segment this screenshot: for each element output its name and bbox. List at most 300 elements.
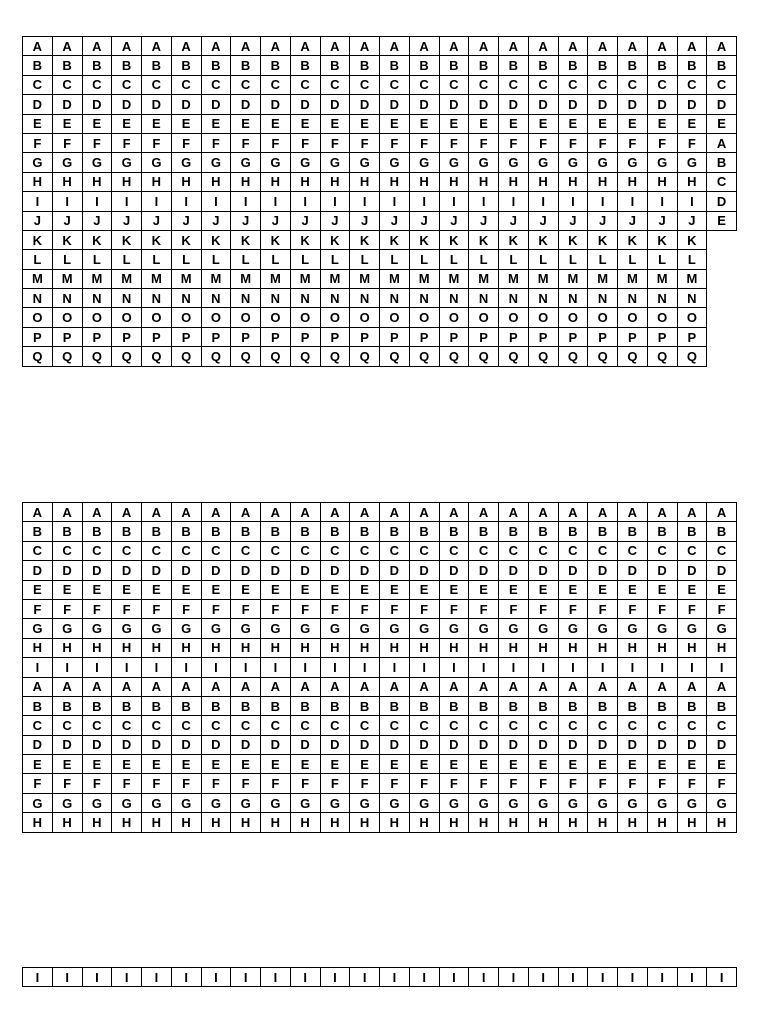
grid-cell: E bbox=[261, 580, 291, 599]
grid-cell: C bbox=[588, 75, 618, 94]
grid-cell: A bbox=[23, 677, 53, 696]
grid-cell: Q bbox=[558, 347, 588, 366]
grid-cell: G bbox=[112, 153, 142, 172]
grid-cell: Q bbox=[261, 347, 291, 366]
grid-cell: I bbox=[171, 968, 201, 987]
grid-cell: C bbox=[290, 541, 320, 560]
grid-cell: B bbox=[707, 696, 737, 715]
grid-cell: I bbox=[469, 968, 499, 987]
grid-cell: I bbox=[320, 192, 350, 211]
letter-grid-middle bbox=[22, 502, 737, 833]
grid-cell: D bbox=[52, 95, 82, 114]
grid-cell: B bbox=[82, 56, 112, 75]
grid-cell: N bbox=[261, 289, 291, 308]
grid-cell: F bbox=[707, 599, 737, 618]
grid-cell: C bbox=[231, 541, 261, 560]
grid-cell: F bbox=[142, 133, 172, 152]
grid-cell: C bbox=[647, 541, 677, 560]
grid-cell: M bbox=[23, 269, 53, 288]
grid-cell: E bbox=[82, 114, 112, 133]
grid-cell: H bbox=[201, 172, 231, 191]
grid-cell: A bbox=[707, 503, 737, 522]
grid-cell: I bbox=[469, 192, 499, 211]
grid-cell: I bbox=[23, 192, 53, 211]
grid-cell: I bbox=[558, 968, 588, 987]
grid-cell: C bbox=[528, 716, 558, 735]
grid-cell: E bbox=[469, 580, 499, 599]
grid-cell: J bbox=[350, 211, 380, 230]
grid-cell: I bbox=[499, 192, 529, 211]
grid-cell: F bbox=[558, 133, 588, 152]
grid-cell: C bbox=[439, 75, 469, 94]
grid-cell: E bbox=[52, 755, 82, 774]
grid-cell: A bbox=[112, 503, 142, 522]
grid-cell: H bbox=[52, 172, 82, 191]
grid-cell: I bbox=[499, 968, 529, 987]
grid-cell: D bbox=[707, 192, 737, 211]
grid-cell: A bbox=[142, 37, 172, 56]
grid-cell: I bbox=[618, 192, 648, 211]
grid-cell: O bbox=[618, 308, 648, 327]
grid-cell: C bbox=[409, 75, 439, 94]
grid-cell: B bbox=[201, 522, 231, 541]
grid-cell: F bbox=[112, 599, 142, 618]
grid-cell: F bbox=[647, 599, 677, 618]
grid-cell: F bbox=[52, 599, 82, 618]
grid-cell: B bbox=[142, 696, 172, 715]
grid-cell: E bbox=[647, 755, 677, 774]
grid-cell: P bbox=[499, 327, 529, 346]
grid-cell: G bbox=[618, 793, 648, 812]
grid-cell: N bbox=[528, 289, 558, 308]
grid-cell: D bbox=[320, 95, 350, 114]
grid-cell: D bbox=[82, 735, 112, 754]
grid-cell: M bbox=[528, 269, 558, 288]
grid-row bbox=[23, 599, 737, 618]
grid-cell: B bbox=[350, 696, 380, 715]
grid-cell: A bbox=[469, 37, 499, 56]
grid-cell: F bbox=[290, 599, 320, 618]
grid-cell: C bbox=[320, 541, 350, 560]
grid-cell: J bbox=[201, 211, 231, 230]
grid-cell: L bbox=[23, 250, 53, 269]
grid-cell: C bbox=[320, 75, 350, 94]
grid-cell: H bbox=[171, 813, 201, 832]
grid-cell: K bbox=[201, 230, 231, 249]
grid-cell: N bbox=[320, 289, 350, 308]
grid-cell: A bbox=[528, 677, 558, 696]
grid-cell: G bbox=[380, 153, 410, 172]
grid-cell: E bbox=[439, 114, 469, 133]
grid-cell: A bbox=[677, 677, 707, 696]
grid-cell: A bbox=[320, 37, 350, 56]
grid-cell-empty bbox=[707, 347, 737, 366]
grid-cell: F bbox=[23, 133, 53, 152]
grid-cell: J bbox=[142, 211, 172, 230]
grid-cell: G bbox=[350, 619, 380, 638]
grid-cell: H bbox=[290, 813, 320, 832]
grid-cell: A bbox=[142, 503, 172, 522]
grid-cell: I bbox=[52, 658, 82, 677]
grid-cell: B bbox=[677, 56, 707, 75]
grid-cell: G bbox=[23, 793, 53, 812]
grid-cell: H bbox=[707, 813, 737, 832]
grid-cell: K bbox=[499, 230, 529, 249]
grid-cell: I bbox=[261, 192, 291, 211]
grid-cell: C bbox=[171, 541, 201, 560]
grid-cell: G bbox=[261, 793, 291, 812]
grid-cell: H bbox=[112, 813, 142, 832]
grid-cell: I bbox=[231, 658, 261, 677]
grid-cell: L bbox=[439, 250, 469, 269]
grid-cell: J bbox=[558, 211, 588, 230]
grid-cell: C bbox=[469, 75, 499, 94]
grid-cell: M bbox=[588, 269, 618, 288]
grid-cell: H bbox=[618, 172, 648, 191]
grid-cell: O bbox=[677, 308, 707, 327]
grid-cell: F bbox=[558, 774, 588, 793]
grid-cell: A bbox=[409, 37, 439, 56]
grid-cell: O bbox=[290, 308, 320, 327]
grid-cell: I bbox=[112, 192, 142, 211]
grid-cell: F bbox=[231, 774, 261, 793]
grid-cell: B bbox=[112, 56, 142, 75]
grid-cell: B bbox=[647, 56, 677, 75]
grid-cell: J bbox=[112, 211, 142, 230]
grid-cell: I bbox=[112, 968, 142, 987]
grid-cell: D bbox=[647, 735, 677, 754]
grid-cell: D bbox=[231, 561, 261, 580]
grid-cell: N bbox=[439, 289, 469, 308]
grid-cell: E bbox=[588, 580, 618, 599]
grid-cell: F bbox=[647, 774, 677, 793]
grid-cell: C bbox=[647, 75, 677, 94]
grid-cell: B bbox=[469, 696, 499, 715]
grid-cell: G bbox=[647, 793, 677, 812]
grid-cell: D bbox=[439, 95, 469, 114]
grid-cell: G bbox=[52, 153, 82, 172]
grid-cell: C bbox=[439, 716, 469, 735]
grid-cell: P bbox=[558, 327, 588, 346]
grid-cell: P bbox=[380, 327, 410, 346]
grid-cell: E bbox=[558, 580, 588, 599]
grid-cell: H bbox=[499, 813, 529, 832]
grid-cell: M bbox=[409, 269, 439, 288]
grid-cell: B bbox=[320, 696, 350, 715]
grid-cell: J bbox=[171, 211, 201, 230]
grid-cell: A bbox=[82, 503, 112, 522]
grid-cell: P bbox=[439, 327, 469, 346]
grid-cell: E bbox=[23, 114, 53, 133]
grid-cell: F bbox=[677, 774, 707, 793]
grid-cell: P bbox=[261, 327, 291, 346]
grid-cell: C bbox=[23, 716, 53, 735]
grid-row bbox=[23, 755, 737, 774]
grid-cell: F bbox=[469, 599, 499, 618]
grid-cell: I bbox=[439, 192, 469, 211]
grid-cell: I bbox=[439, 658, 469, 677]
grid-cell: N bbox=[409, 289, 439, 308]
grid-cell: D bbox=[588, 95, 618, 114]
grid-cell: C bbox=[409, 716, 439, 735]
grid-cell: B bbox=[231, 56, 261, 75]
grid-cell: B bbox=[290, 522, 320, 541]
grid-cell: I bbox=[350, 968, 380, 987]
grid-cell: H bbox=[707, 638, 737, 657]
grid-cell: C bbox=[528, 541, 558, 560]
grid-cell: C bbox=[82, 75, 112, 94]
grid-cell: E bbox=[380, 114, 410, 133]
grid-cell: B bbox=[588, 696, 618, 715]
grid-cell: F bbox=[380, 774, 410, 793]
grid-cell: M bbox=[499, 269, 529, 288]
grid-cell: G bbox=[350, 793, 380, 812]
grid-cell: J bbox=[23, 211, 53, 230]
grid-cell: E bbox=[499, 755, 529, 774]
grid-cell: M bbox=[171, 269, 201, 288]
grid-cell: O bbox=[350, 308, 380, 327]
grid-cell: A bbox=[201, 677, 231, 696]
grid-cell: G bbox=[231, 619, 261, 638]
grid-cell: H bbox=[231, 172, 261, 191]
grid-cell: C bbox=[261, 716, 291, 735]
grid-cell: A bbox=[588, 503, 618, 522]
grid-cell: G bbox=[350, 153, 380, 172]
grid-cell: B bbox=[380, 696, 410, 715]
grid-cell: M bbox=[380, 269, 410, 288]
grid-cell: B bbox=[558, 56, 588, 75]
grid-cell: A bbox=[707, 133, 737, 152]
grid-cell: L bbox=[350, 250, 380, 269]
grid-cell: G bbox=[647, 153, 677, 172]
grid-cell: G bbox=[677, 793, 707, 812]
grid-cell: J bbox=[261, 211, 291, 230]
grid-cell: H bbox=[409, 172, 439, 191]
grid-cell: M bbox=[647, 269, 677, 288]
grid-cell: F bbox=[409, 774, 439, 793]
grid-cell: H bbox=[499, 172, 529, 191]
grid-cell-empty bbox=[707, 250, 737, 269]
grid-cell: A bbox=[261, 503, 291, 522]
grid-cell: E bbox=[707, 211, 737, 230]
grid-cell: E bbox=[112, 755, 142, 774]
grid-cell: G bbox=[647, 619, 677, 638]
grid-cell: F bbox=[82, 774, 112, 793]
grid-cell: H bbox=[112, 172, 142, 191]
grid-cell: Q bbox=[350, 347, 380, 366]
grid-cell: N bbox=[618, 289, 648, 308]
grid-row bbox=[23, 211, 737, 230]
grid-cell: G bbox=[261, 153, 291, 172]
grid-cell: K bbox=[231, 230, 261, 249]
grid-cell: D bbox=[409, 735, 439, 754]
grid-cell: H bbox=[350, 813, 380, 832]
grid-cell-empty bbox=[707, 289, 737, 308]
grid-cell: I bbox=[588, 968, 618, 987]
grid-cell: D bbox=[499, 561, 529, 580]
grid-cell: E bbox=[52, 114, 82, 133]
grid-cell: C bbox=[499, 75, 529, 94]
grid-cell: G bbox=[142, 619, 172, 638]
grid-cell: O bbox=[588, 308, 618, 327]
grid-cell: F bbox=[558, 599, 588, 618]
grid-cell: F bbox=[171, 774, 201, 793]
grid-row bbox=[23, 813, 737, 832]
grid-cell: G bbox=[142, 153, 172, 172]
grid-cell: K bbox=[380, 230, 410, 249]
grid-cell: C bbox=[618, 541, 648, 560]
grid-cell: H bbox=[320, 813, 350, 832]
grid-cell: G bbox=[469, 619, 499, 638]
grid-cell: F bbox=[528, 774, 558, 793]
grid-cell: M bbox=[261, 269, 291, 288]
grid-cell: I bbox=[677, 968, 707, 987]
grid-cell: B bbox=[528, 696, 558, 715]
grid-cell: H bbox=[588, 172, 618, 191]
grid-cell: B bbox=[171, 56, 201, 75]
grid-cell: Q bbox=[588, 347, 618, 366]
grid-cell: G bbox=[320, 153, 350, 172]
grid-cell: B bbox=[528, 522, 558, 541]
grid-cell: A bbox=[558, 677, 588, 696]
grid-cell: I bbox=[112, 658, 142, 677]
grid-cell: K bbox=[469, 230, 499, 249]
grid-cell: G bbox=[469, 793, 499, 812]
grid-cell: K bbox=[112, 230, 142, 249]
grid-cell: O bbox=[558, 308, 588, 327]
grid-cell: F bbox=[82, 133, 112, 152]
grid-cell: G bbox=[201, 619, 231, 638]
grid-cell: H bbox=[290, 638, 320, 657]
grid-cell: B bbox=[350, 522, 380, 541]
grid-cell: G bbox=[558, 619, 588, 638]
grid-cell: G bbox=[439, 619, 469, 638]
grid-cell: C bbox=[350, 75, 380, 94]
grid-cell: H bbox=[647, 813, 677, 832]
grid-cell: G bbox=[380, 619, 410, 638]
grid-cell: D bbox=[261, 735, 291, 754]
grid-cell: Q bbox=[439, 347, 469, 366]
grid-cell: A bbox=[350, 503, 380, 522]
grid-row bbox=[23, 347, 737, 366]
grid-row bbox=[23, 250, 737, 269]
grid-cell: B bbox=[231, 522, 261, 541]
grid-cell: K bbox=[52, 230, 82, 249]
grid-cell: I bbox=[677, 658, 707, 677]
grid-cell: H bbox=[320, 172, 350, 191]
grid-cell: I bbox=[201, 968, 231, 987]
grid-cell: C bbox=[201, 716, 231, 735]
grid-cell: H bbox=[261, 813, 291, 832]
grid-cell: F bbox=[409, 599, 439, 618]
grid-cell: A bbox=[290, 503, 320, 522]
grid-cell: G bbox=[677, 153, 707, 172]
grid-cell: G bbox=[201, 153, 231, 172]
grid-cell: B bbox=[558, 696, 588, 715]
grid-cell: C bbox=[261, 75, 291, 94]
grid-cell: C bbox=[112, 716, 142, 735]
grid-cell: B bbox=[201, 696, 231, 715]
grid-cell: H bbox=[320, 638, 350, 657]
grid-cell: H bbox=[261, 638, 291, 657]
grid-cell: H bbox=[82, 172, 112, 191]
grid-cell: B bbox=[112, 522, 142, 541]
grid-cell: A bbox=[677, 37, 707, 56]
grid-cell: G bbox=[52, 793, 82, 812]
grid-cell: I bbox=[23, 658, 53, 677]
grid-cell: I bbox=[82, 192, 112, 211]
grid-cell: D bbox=[707, 95, 737, 114]
grid-cell: I bbox=[647, 192, 677, 211]
grid-cell: D bbox=[290, 95, 320, 114]
grid-cell: N bbox=[142, 289, 172, 308]
grid-cell: J bbox=[499, 211, 529, 230]
grid-cell: H bbox=[23, 638, 53, 657]
grid-cell: E bbox=[647, 114, 677, 133]
grid-cell: L bbox=[528, 250, 558, 269]
grid-cell: C bbox=[142, 75, 172, 94]
grid-cell: I bbox=[350, 192, 380, 211]
grid-cell: A bbox=[707, 37, 737, 56]
grid-cell: E bbox=[380, 580, 410, 599]
grid-row bbox=[23, 153, 737, 172]
grid-cell: H bbox=[677, 813, 707, 832]
grid-row bbox=[23, 133, 737, 152]
grid-cell: C bbox=[52, 716, 82, 735]
grid-cell: E bbox=[707, 755, 737, 774]
grid-cell: F bbox=[350, 774, 380, 793]
grid-cell: A bbox=[439, 503, 469, 522]
grid-cell: B bbox=[171, 522, 201, 541]
grid-cell: O bbox=[142, 308, 172, 327]
grid-cell: E bbox=[261, 114, 291, 133]
grid-cell: H bbox=[171, 172, 201, 191]
grid-cell: F bbox=[499, 133, 529, 152]
grid-cell: F bbox=[707, 774, 737, 793]
grid-cell: G bbox=[528, 153, 558, 172]
grid-cell: I bbox=[142, 192, 172, 211]
grid-cell: A bbox=[261, 677, 291, 696]
grid-cell: B bbox=[499, 56, 529, 75]
grid-cell: K bbox=[261, 230, 291, 249]
grid-cell: Q bbox=[618, 347, 648, 366]
grid-cell: G bbox=[499, 153, 529, 172]
grid-cell: P bbox=[52, 327, 82, 346]
grid-cell: A bbox=[677, 503, 707, 522]
grid-cell: E bbox=[112, 114, 142, 133]
grid-cell: E bbox=[409, 580, 439, 599]
grid-cell: G bbox=[290, 153, 320, 172]
grid-cell: L bbox=[52, 250, 82, 269]
grid-cell: C bbox=[707, 541, 737, 560]
grid-cell: E bbox=[558, 755, 588, 774]
grid-cell: I bbox=[52, 968, 82, 987]
grid-cell: H bbox=[201, 813, 231, 832]
grid-cell: B bbox=[588, 522, 618, 541]
grid-cell: I bbox=[439, 968, 469, 987]
grid-cell: G bbox=[707, 793, 737, 812]
grid-cell: C bbox=[320, 716, 350, 735]
grid-cell: L bbox=[677, 250, 707, 269]
grid-cell: L bbox=[171, 250, 201, 269]
grid-cell: I bbox=[82, 658, 112, 677]
grid-cell: B bbox=[469, 522, 499, 541]
grid-cell: P bbox=[23, 327, 53, 346]
grid-cell: I bbox=[409, 658, 439, 677]
grid-cell: F bbox=[528, 133, 558, 152]
grid-cell: M bbox=[618, 269, 648, 288]
grid-cell: B bbox=[201, 56, 231, 75]
